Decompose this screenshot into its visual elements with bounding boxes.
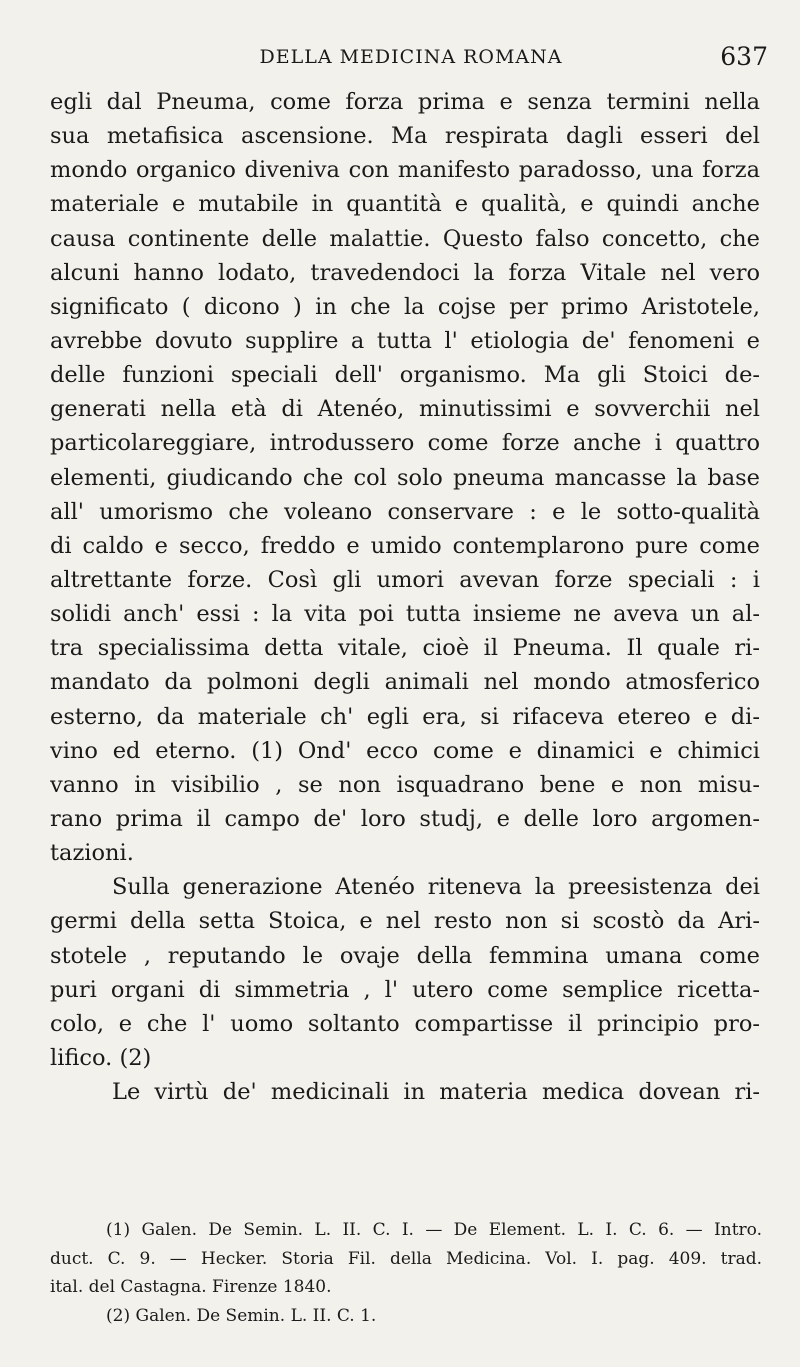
footnote-line: (2) Galen. De Semin. L. II. C. 1. [106, 1305, 377, 1326]
footnote-line: duct. C. 9. — Hecker. Storia Fil. della Medicina. Vol. I. pag. 409. trad. [50, 1248, 762, 1269]
text-line: stotele , reputando le ovaje della femmina umana come [50, 942, 760, 969]
text-line: tazioni. [50, 840, 134, 867]
text-line: all' umorismo che voleano conservare : e le sotto-qualità [50, 498, 760, 525]
footnote-line: (1) Galen. De Semin. L. II. C. I. — De Element. L. I. C. 6. — Intro. [106, 1220, 762, 1240]
text-line: di caldo e secco, freddo e umido contemplarono pure come [50, 532, 760, 559]
text-line: materiale e mutabile in quantità e qualità, e quindi anche [50, 191, 760, 218]
text-line: germi della setta Stoica, e nel resto non si scostò da Ari- [50, 908, 760, 935]
text-line: elementi, giudicando che col solo pneuma mancasse la base [50, 464, 760, 491]
text-line: rano prima il campo de' loro studj, e delle loro argomen- [50, 805, 760, 832]
text-line: solidi anch' essi : la vita poi tutta insieme ne aveva un al- [50, 601, 760, 628]
text-line: Le virtù de' medicinali in materia medica dovean ri- [112, 1079, 760, 1106]
page-number: 637 [720, 42, 768, 71]
text-line: puri organi di simmetria , l' utero come semplice ricetta- [50, 976, 760, 1003]
text-line: mondo organico diveniva con manifesto paradosso, una forza [50, 157, 760, 184]
text-line: altrettante forze. Così gli umori avevan forze speciali : i [50, 566, 760, 593]
text-line: Sulla generazione Atenéo riteneva la preesistenza dei [112, 874, 760, 901]
text-line: colo, e che l' uomo soltanto compartisse il principio pro- [50, 1010, 760, 1037]
running-title: DELLA MEDICINA ROMANA [259, 46, 563, 68]
footnote-line: ital. del Castagna. Firenze 1840. [50, 1277, 332, 1298]
text-line: lifico. (2) [50, 1044, 152, 1071]
text-line: mandato da polmoni degli animali nel mondo atmosferico [50, 669, 760, 696]
text-line: alcuni hanno lodato, travedendoci la forza Vitale nel vero [50, 259, 760, 286]
text-line: significato ( dicono ) in che la cojse per primo Aristotele, [50, 293, 760, 320]
text-line: avrebbe dovuto supplire a tutta l' etiologia de' fenomeni e [50, 327, 760, 354]
text-line: delle funzioni speciali dell' organismo. Ma gli Stoici de- [50, 362, 760, 389]
text-line: particolareggiare, introdussero come forze anche i quattro [50, 430, 760, 457]
text-line: vino ed eterno. (1) Ond' ecco come e dinamici e chimici [50, 737, 760, 764]
text-line: vanno in visibilio , se non isquadrano bene e non misu- [50, 771, 760, 798]
text-line: generati nella età di Atenéo, minutissimi e sovverchii nel [50, 396, 760, 423]
text-line: egli dal Pneuma, come forza prima e senza termini nella [50, 89, 760, 115]
text-line: causa continente delle malattie. Questo falso concetto, che [50, 225, 760, 252]
text-line: sua metafisica ascensione. Ma respirata dagli esseri del [50, 123, 760, 150]
text-line: tra specialissima detta vitale, cioè il Pneuma. Il quale ri- [50, 635, 760, 662]
footnotes [50, 1216, 762, 1330]
body-text [50, 85, 760, 1109]
page-header [50, 42, 772, 78]
text-line: esterno, da materiale ch' egli era, si rifaceva etereo e di- [50, 703, 760, 730]
